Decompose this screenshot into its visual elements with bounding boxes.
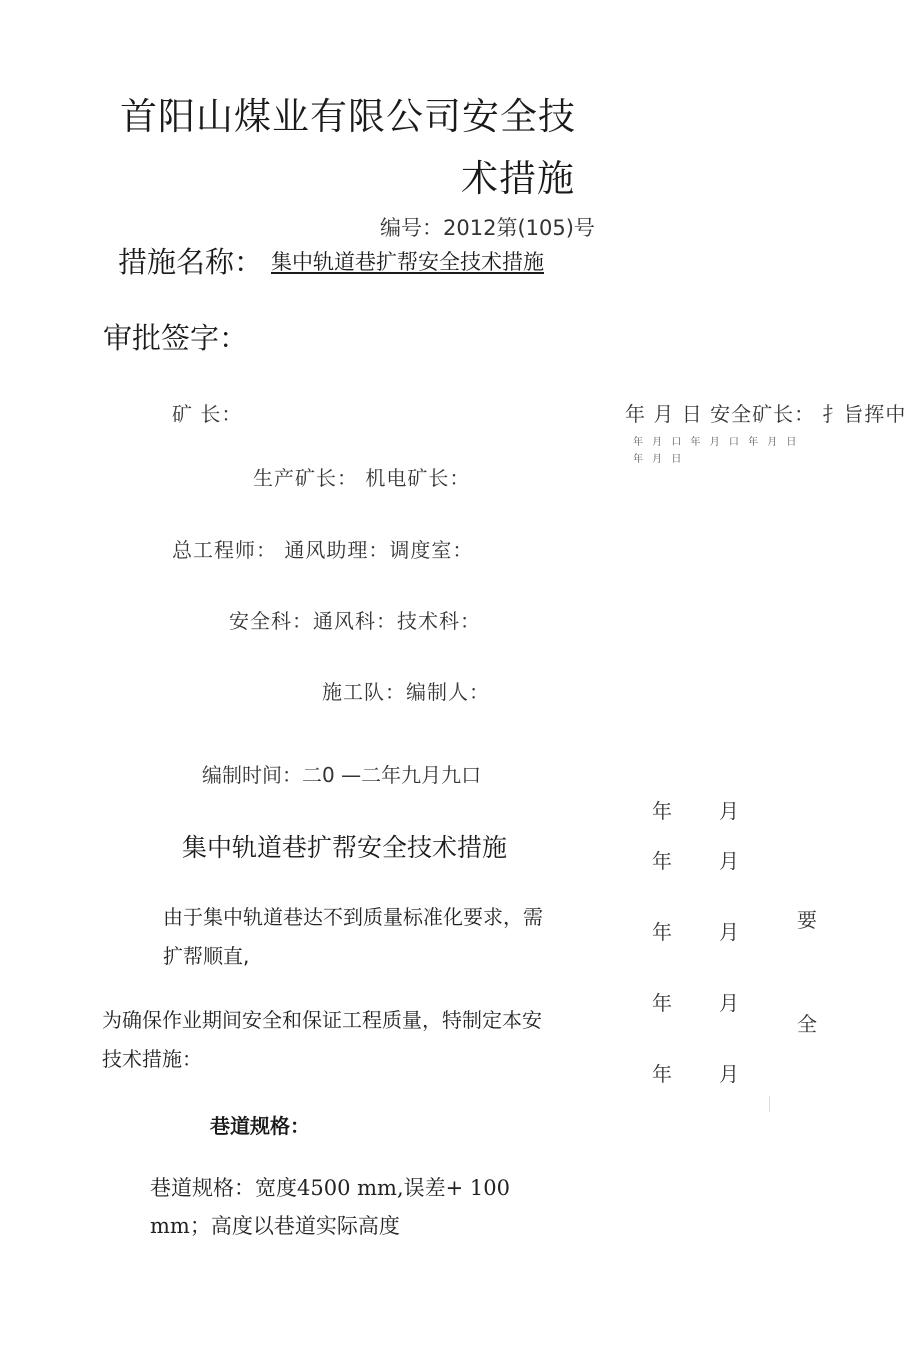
body-paragraph-2-line2: 技术措施：	[102, 1047, 202, 1071]
small-dates-line1: 年 月 口 年 月 口 年 月 日	[633, 437, 800, 448]
document-title-line1: 首阳山煤业有限公司安全技	[120, 95, 576, 138]
signature-row-departments: 安全科：通风科：技术科：	[229, 609, 481, 633]
body-paragraph-2-line1: 为确保作业期间安全和保证工程质量，特制定本安	[102, 1008, 542, 1032]
date-year-2: 年	[652, 849, 672, 873]
section-title: 集中轨道巷扩帮安全技术措施	[182, 833, 508, 862]
side-char-yao: 要	[797, 908, 817, 932]
compile-time: 编制时间：二0 —二年九月九口	[202, 763, 482, 787]
date-year-1: 年	[652, 799, 672, 823]
body-paragraph-1-line1: 由于集中轨道巷达不到质量标准化要求，需	[163, 905, 543, 929]
measure-name-value: 集中轨道巷扩帮安全技术措施	[271, 250, 544, 274]
date-year-3: 年	[652, 920, 672, 944]
small-dates-line2: 年 月 日	[633, 454, 685, 465]
date-month-2: 月	[719, 849, 739, 873]
faint-divider-line	[769, 1096, 770, 1112]
date-row-safety-director: 年 月 日 安全矿长： 扌旨挥中	[625, 402, 907, 426]
body-paragraph-1-line2: 扩帮顺直,	[163, 944, 250, 968]
date-year-4: 年	[652, 991, 672, 1015]
signature-row-mine-director: 矿 长：	[172, 402, 243, 426]
date-month-4: 月	[719, 991, 739, 1015]
document-number: 编号：2012第(105)号	[380, 216, 595, 240]
side-char-quan: 全	[797, 1012, 817, 1036]
date-month-5: 月	[719, 1062, 739, 1086]
signature-row-production: 生产矿长： 机电矿长：	[253, 466, 471, 490]
date-month-1: 月	[719, 799, 739, 823]
signature-row-construction: 施工队：编制人：	[322, 680, 490, 704]
spec-heading: 巷道规格：	[210, 1114, 310, 1138]
date-month-3: 月	[719, 920, 739, 944]
date-year-5: 年	[652, 1062, 672, 1086]
measure-name-label: 措施名称：	[118, 245, 264, 279]
spec-line2: mm；高度以巷道实际高度	[150, 1214, 400, 1238]
approval-signatures-heading: 审批签字：	[103, 321, 249, 355]
signature-row-chief-engineer: 总工程师： 通风助理：调度室：	[172, 538, 474, 562]
spec-line1: 巷道规格：宽度4500 mm,误差+ 100	[150, 1176, 510, 1200]
document-title-line2: 术措施	[461, 157, 575, 200]
